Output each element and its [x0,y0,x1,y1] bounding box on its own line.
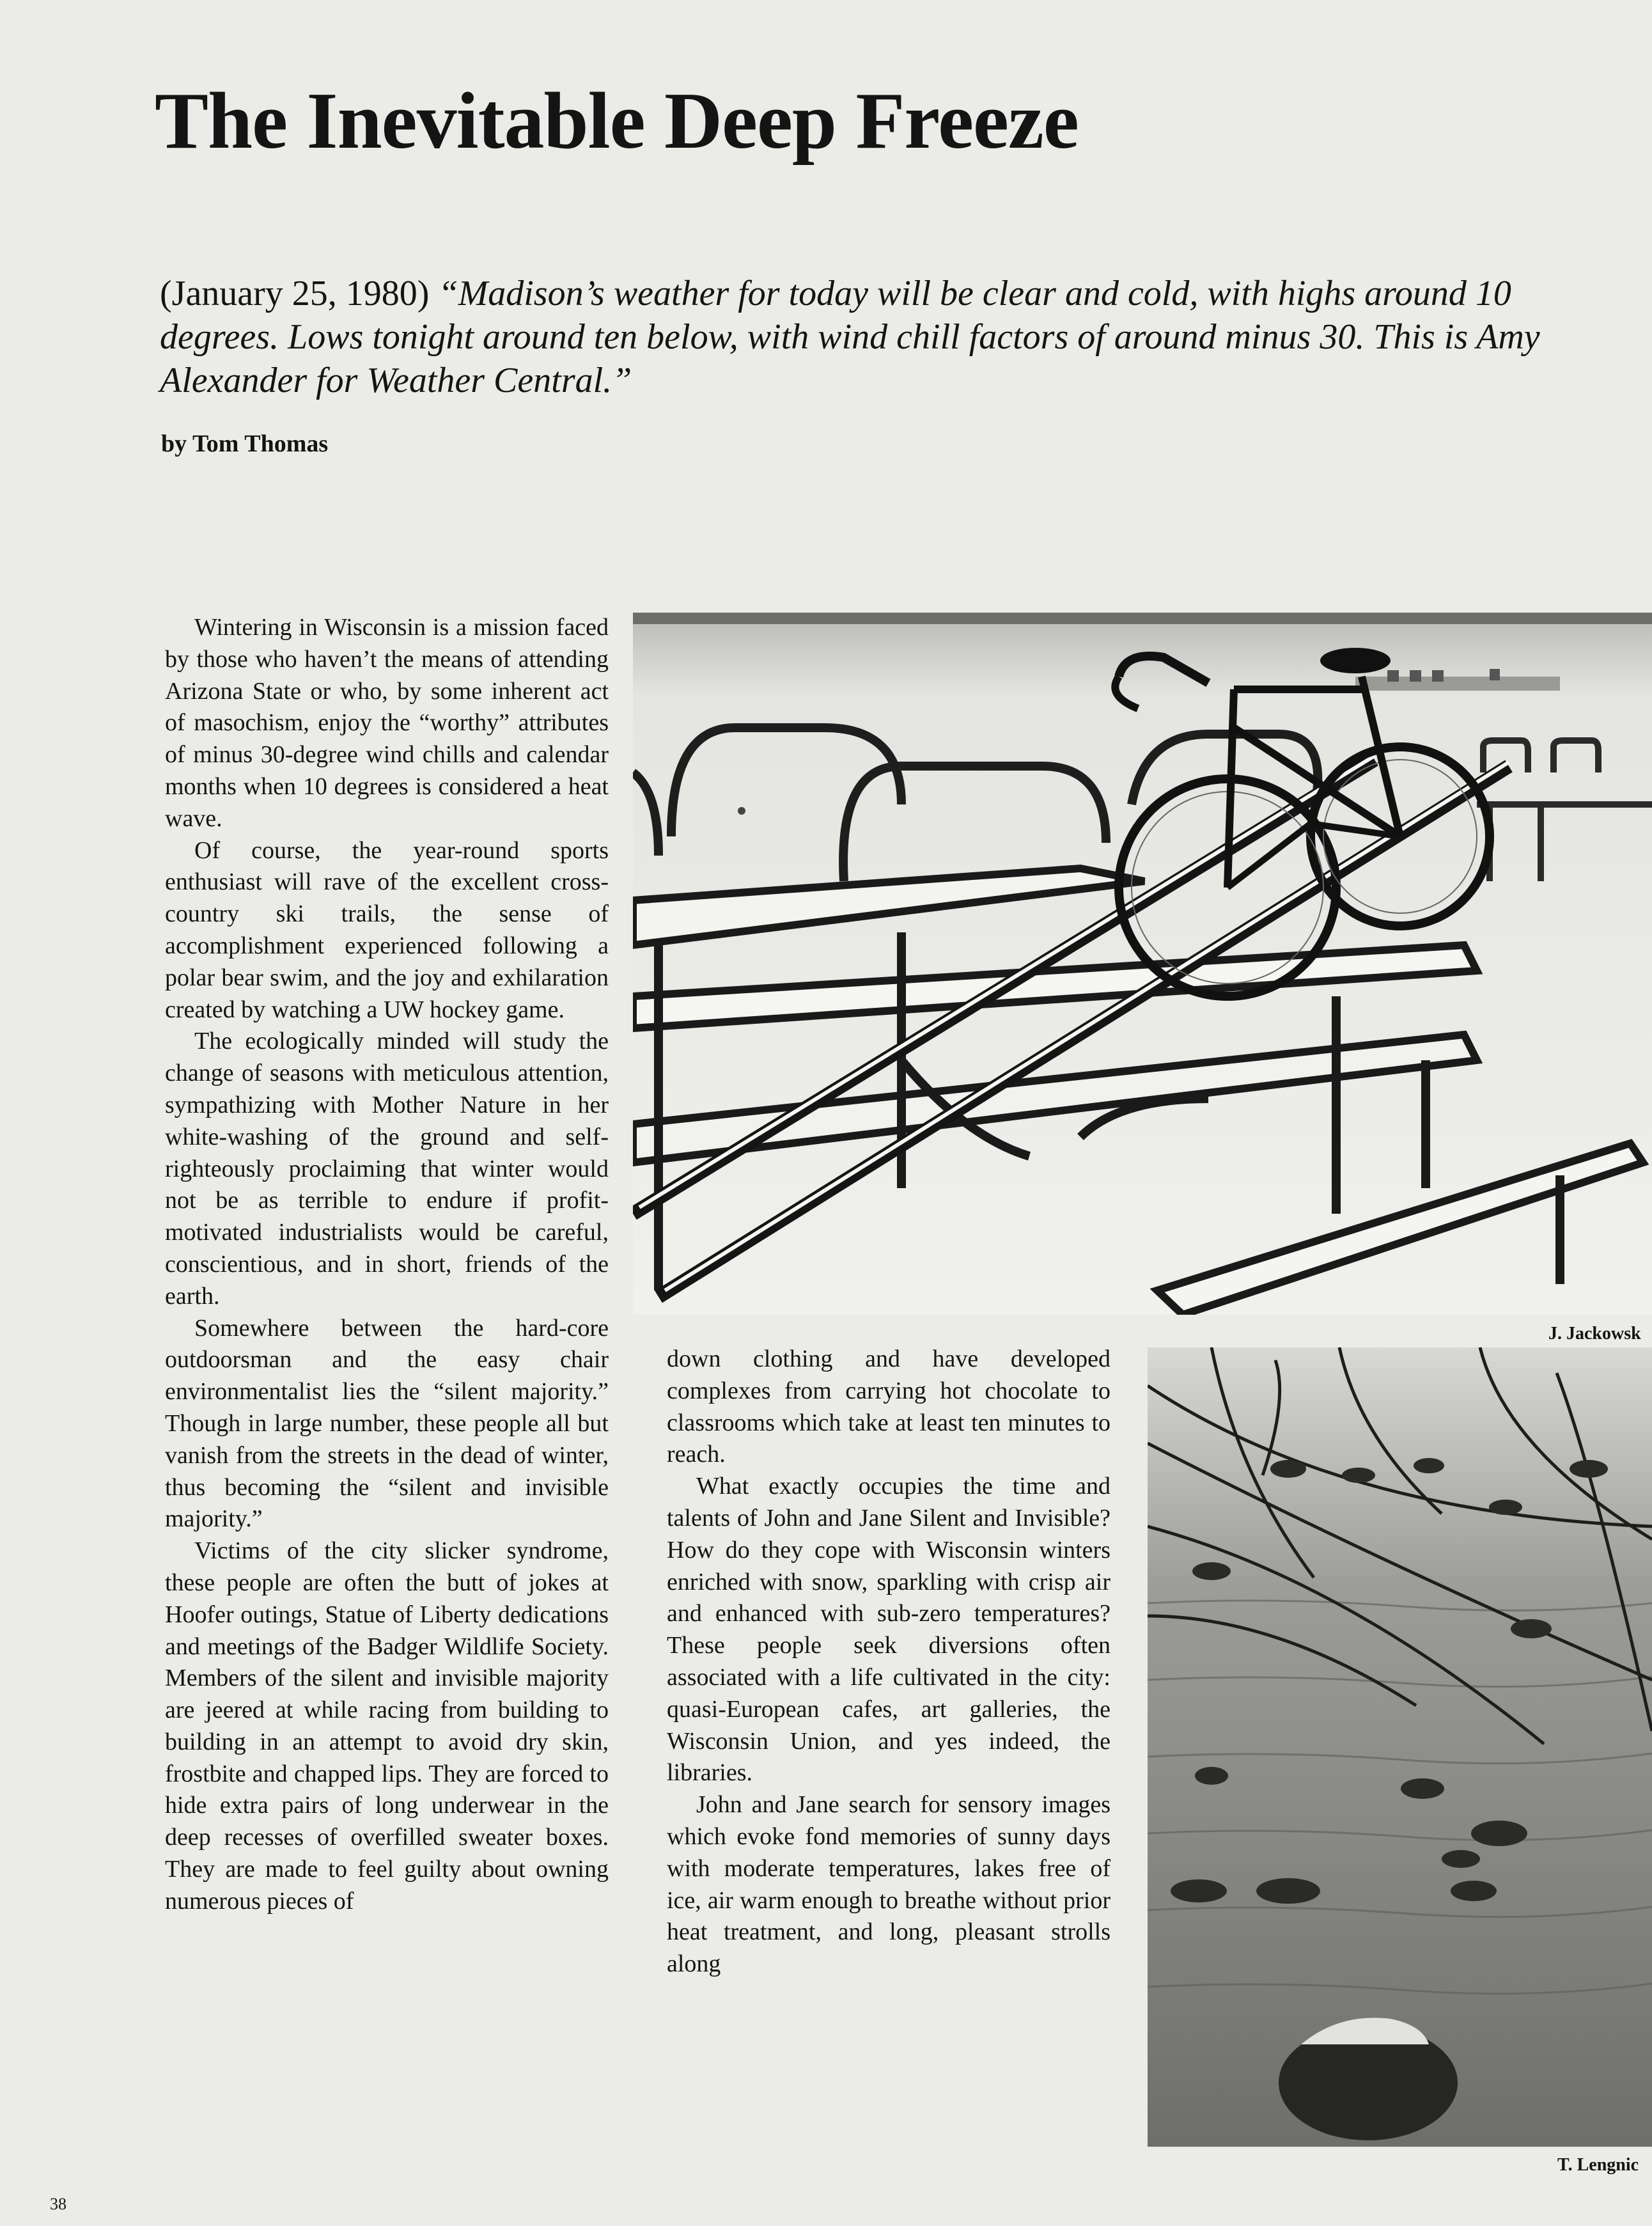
deck-quote: “Madison’s weather for today will be clear and cold, with highs around 10 degrees. Lows tonight around ten below, with wind chill factors of around minus 30. This is Amy Alexander for Weather Central.” [160,274,1540,400]
bicycle-picnic-tables-photo [633,613,1652,1315]
byline: by Tom Thomas [161,430,329,457]
paragraph: Victims of the city slicker syndrome, these people are often the butt of jokes at Hoofer outings, Statue of Liberty dedications and meetings of the Badger Wildlife Society. Members of the silent and invisible majority are jeered at while racing from building to building in an attempt to avoid dry skin, frostbite and chapped lips. They are forced to hide extra pairs of long underwear in the deep recesses of overfilled sweater boxes. They are made to feel guilty about owning numerous pieces of [165,1537,609,1915]
paragraph: What exactly occupies the time and talents of John and Jane Silent and Invisible? How do they cope with Wisconsin winters enriched with snow, sparkling with crisp air and enhanced with sub-zero temperatures? These people seek diversions often associated with a life cultivated in the city: quasi-European cafes, art galleries, the Wisconsin Union, and yes indeed, the libraries. [667,1473,1110,1787]
photo-credit-top: J. Jackowsk [1548,1324,1641,1344]
paragraph: Somewhere between the hard-core outdoorsman and the easy chair environmentalist lies the “silent majority.” Though in large number, these people all but vanish from the streets in the dead of winter, thus becoming the “silent and invisible majority.” [165,1314,609,1533]
ducks-on-lake-photo [1148,1347,1652,2147]
photo-credit-bottom: T. Lengnic [1557,2155,1639,2175]
text-column-1 [165,612,609,1918]
paragraph: Of course, the year-round sports enthusiast will rave of the excellent cross-country ski trails, the sense of accomplishment experienced following a polar bear swim, and the joy and exhilaration created by watching a UW hockey game. [165,836,609,1023]
paragraph: Wintering in Wisconsin is a mission faced by those who haven’t the means of attending Arizona State or who, by some inherent act of masochism, enjoy the “worthy” attributes of minus 30-degree wind chills and calendar months when 10 degrees is considered a heat wave. [165,614,609,832]
paragraph: The ecologically minded will study the change of seasons with meticulous attention, sympathizing with Mother Nature in her white-washing of the ground and self-righteously proclaiming that winter would not be as terrible to endure if profit-motivated industrialists would be careful, conscientious, and in short, friends of the earth. [165,1028,609,1310]
text-column-2 [667,1344,1110,1980]
article-deck [160,272,1630,402]
article-title: The Inevitable Deep Freeze [155,77,1079,166]
paragraph: down clothing and have developed complexes from carrying hot chocolate to classrooms which take at least ten minutes to reach. [667,1345,1110,1468]
paragraph: John and Jane search for sensory images which evoke fond memories of sunny days with moderate temperatures, lakes free of ice, air warm enough to breathe without prior heat treatment, and long, pleasant strolls along [667,1791,1110,1978]
deck-date: (January 25, 1980) [160,274,430,313]
page-number: 38 [50,2195,66,2213]
